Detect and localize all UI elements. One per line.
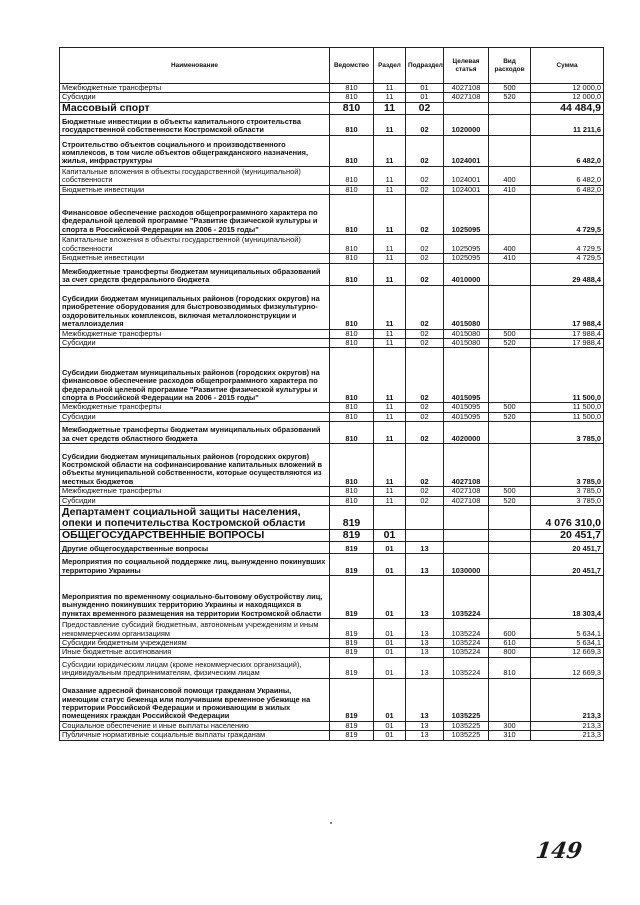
row-expense-kind [489,102,531,114]
table-row [60,412,604,421]
row-section: 01 [374,542,406,554]
row-department: 810 [330,254,374,263]
row-expense-kind [489,195,531,235]
row-subsection: 02 [406,422,444,444]
row-sum: 213,3 [531,678,604,721]
table-row [60,496,604,505]
row-subsection: 02 [406,339,444,348]
row-target-article: 1024001 [444,185,489,194]
row-name: Бюджетные инвестиции [60,254,330,263]
row-subsection: 02 [406,185,444,194]
row-expense-kind: 520 [489,93,531,102]
row-department: 810 [330,348,374,403]
row-name: Межбюджетные трансферты [60,329,330,338]
table-row [60,339,604,348]
row-department: 810 [330,444,374,487]
row-sum: 12 000,0 [531,84,604,93]
row-department: 810 [330,185,374,194]
row-sum: 11 500,0 [531,412,604,421]
row-target-article: 4015080 [444,285,489,329]
row-name: Капитальные вложения в объекты государственной (муниципальной) собственности [60,166,330,185]
row-target-article: 4015095 [444,412,489,421]
table-row [60,678,604,721]
row-name: Иные бюджетные ассигнования [60,648,330,657]
row-subsection: 02 [406,496,444,505]
row-department: 810 [330,263,374,285]
row-name: Субсидии [60,93,330,102]
row-sum: 5 634,1 [531,619,604,639]
row-subsection [406,506,444,530]
row-department: 810 [330,102,374,114]
row-expense-kind: 610 [489,639,531,648]
row-section: 11 [374,135,406,166]
table-row [60,506,604,530]
row-sum: 18 303,4 [531,576,604,619]
row-name: Субсидии бюджетам муниципальных районов (городских округов) на финансовое обеспечение расходов общепрограммного характера по федеральной целевой программе "Развитие физической культуры и спорта в Российской Федерации на 2006 - 2015 годы" [60,348,330,403]
table-row [60,648,604,657]
row-section: 11 [374,254,406,263]
row-sum: 12 000,0 [531,93,604,102]
row-department: 810 [330,84,374,93]
header-sum: Сумма [531,48,604,84]
row-section: 11 [374,84,406,93]
row-target-article: 1024001 [444,166,489,185]
table-row [60,403,604,412]
row-department: 819 [330,639,374,648]
row-subsection: 13 [406,576,444,619]
table-row [60,576,604,619]
row-subsection: 01 [406,84,444,93]
row-department: 810 [330,93,374,102]
row-target-article: 4027108 [444,496,489,505]
table-row [60,721,604,730]
row-expense-kind: 600 [489,619,531,639]
page-number: 149 [534,838,584,864]
header-name: Наименование [60,48,330,84]
row-expense-kind: 410 [489,185,531,194]
row-name: Бюджетные инвестиции [60,185,330,194]
row-section: 01 [374,678,406,721]
row-department: 810 [330,487,374,496]
row-subsection: 02 [406,348,444,403]
row-section: 01 [374,530,406,542]
row-target-article: 1025095 [444,235,489,254]
row-subsection: 13 [406,639,444,648]
row-target-article [444,542,489,554]
row-expense-kind [489,263,531,285]
row-name: Межбюджетные трансферты [60,403,330,412]
row-sum: 17 988,4 [531,339,604,348]
row-target-article: 1035224 [444,657,489,678]
table-row [60,93,604,102]
row-name: Мероприятия по социальной поддержке лиц, вынужденно покинувших территорию Украины [60,554,330,576]
row-section: 11 [374,166,406,185]
row-subsection: 13 [406,619,444,639]
row-subsection: 13 [406,542,444,554]
table-row [60,185,604,194]
row-department: 810 [330,135,374,166]
row-expense-kind: 800 [489,648,531,657]
row-department: 819 [330,619,374,639]
row-name: Бюджетные инвестиции в объекты капитального строительства государственной собственности Костромской области [60,114,330,135]
header-target-article: Целевая статья [444,48,489,84]
row-name: Межбюджетные трансферты бюджетам муниципальных образований за счет средств федерального бюджета [60,263,330,285]
row-sum: 4 729,5 [531,235,604,254]
row-name: Капитальные вложения в объекты государственной (муниципальной) собственности [60,235,330,254]
row-target-article: 1035224 [444,648,489,657]
row-subsection: 13 [406,554,444,576]
row-sum: 11 500,0 [531,403,604,412]
row-sum: 20 451,7 [531,530,604,542]
table-row [60,254,604,263]
row-sum: 4 729,5 [531,195,604,235]
row-sum: 6 482,0 [531,185,604,194]
table-row [60,102,604,114]
row-name: Субсидии бюджетным учреждениям [60,639,330,648]
row-name: Межбюджетные трансферты [60,84,330,93]
row-section: 11 [374,412,406,421]
row-subsection: 02 [406,102,444,114]
row-section: 01 [374,554,406,576]
table-row [60,235,604,254]
row-department: 819 [330,530,374,542]
row-section: 11 [374,195,406,235]
row-sum: 20 451,7 [531,542,604,554]
table-row [60,195,604,235]
table-row [60,639,604,648]
row-name: Департамент социальной защиты населения, опеки и попечительства Костромской области [60,506,330,530]
row-name: Публичные нормативные социальные выплаты гражданам [60,731,330,740]
row-target-article: 4015095 [444,348,489,403]
row-expense-kind [489,114,531,135]
row-sum: 17 988,4 [531,329,604,338]
row-expense-kind [489,135,531,166]
row-section: 01 [374,648,406,657]
row-subsection: 02 [406,254,444,263]
row-name: Социальное обеспечение и иные выплаты населению [60,721,330,730]
row-subsection: 02 [406,166,444,185]
row-name: Субсидии [60,412,330,421]
header-department: Ведомство [330,48,374,84]
row-department: 810 [330,114,374,135]
row-sum: 3 785,0 [531,496,604,505]
row-target-article: 4027108 [444,444,489,487]
row-target-article: 4015080 [444,329,489,338]
row-department: 810 [330,329,374,338]
row-expense-kind [489,348,531,403]
row-target-article [444,530,489,542]
row-expense-kind: 410 [489,254,531,263]
row-subsection: 02 [406,235,444,254]
row-expense-kind [489,422,531,444]
row-sum: 20 451,7 [531,554,604,576]
row-expense-kind: 500 [489,329,531,338]
row-department: 810 [330,195,374,235]
row-target-article: 1030000 [444,554,489,576]
row-subsection: 02 [406,412,444,421]
row-subsection [406,530,444,542]
row-subsection: 01 [406,93,444,102]
row-department: 810 [330,339,374,348]
table-row [60,619,604,639]
row-sum: 44 484,9 [531,102,604,114]
table-row [60,487,604,496]
row-sum: 11 500,0 [531,348,604,403]
row-name: Массовый спорт [60,102,330,114]
row-section: 11 [374,185,406,194]
table-row [60,135,604,166]
row-name: Другие общегосударственные вопросы [60,542,330,554]
row-section: 01 [374,576,406,619]
row-name: Межбюджетные трансферты бюджетам муниципальных образований за счет средств областного бюджета [60,422,330,444]
row-subsection: 02 [406,285,444,329]
row-section [374,506,406,530]
row-expense-kind [489,554,531,576]
table-row [60,731,604,740]
row-subsection: 02 [406,135,444,166]
row-subsection: 02 [406,403,444,412]
row-expense-kind: 500 [489,403,531,412]
table-row [60,444,604,487]
row-section: 11 [374,444,406,487]
row-expense-kind: 500 [489,84,531,93]
row-sum: 5 634,1 [531,639,604,648]
row-sum: 3 785,0 [531,444,604,487]
row-section: 01 [374,639,406,648]
row-section: 11 [374,339,406,348]
row-section: 11 [374,93,406,102]
row-section: 11 [374,329,406,338]
row-sum: 6 482,0 [531,135,604,166]
row-section: 11 [374,263,406,285]
row-department: 810 [330,496,374,505]
row-subsection: 02 [406,114,444,135]
row-sum: 4 076 310,0 [531,506,604,530]
row-department: 810 [330,403,374,412]
row-sum: 3 785,0 [531,422,604,444]
row-name: ОБЩЕГОСУДАРСТВЕННЫЕ ВОПРОСЫ [60,530,330,542]
row-name: Финансовое обеспечение расходов общепрограммного характера по федеральной целевой программе "Развитие физической культуры и спорта в Российской Федерации на 2006 - 2015 годы" [60,195,330,235]
row-section: 01 [374,657,406,678]
row-department: 810 [330,235,374,254]
table-header-row [60,48,604,84]
row-target-article: 4027108 [444,84,489,93]
header-subsection: Подраздел [406,48,444,84]
row-name: Строительство объектов социального и производственного комплексов, в том числе объектов общегражданского назначения, жилья, инфраструктуры [60,135,330,166]
row-expense-kind: 810 [489,657,531,678]
row-target-article: 1035225 [444,731,489,740]
row-subsection: 02 [406,195,444,235]
row-department: 810 [330,285,374,329]
row-subsection: 13 [406,721,444,730]
row-department: 819 [330,657,374,678]
row-target-article: 1035224 [444,619,489,639]
table-row [60,285,604,329]
row-subsection: 02 [406,444,444,487]
row-subsection: 02 [406,329,444,338]
row-department: 819 [330,542,374,554]
row-subsection: 02 [406,263,444,285]
row-section: 11 [374,422,406,444]
row-subsection: 13 [406,648,444,657]
row-target-article: 1035225 [444,678,489,721]
row-sum: 4 729,5 [531,254,604,263]
row-department: 819 [330,731,374,740]
budget-table-sheet [59,47,603,741]
row-name: Мероприятия по временному социально-бытовому обустройству лиц, вынужденно покинувших территорию Украины и находящихся в пунктах временного размещения на территории Костромской области [60,576,330,619]
row-subsection: 02 [406,487,444,496]
row-name: Межбюджетные трансферты [60,487,330,496]
row-department: 810 [330,166,374,185]
row-target-article: 1035224 [444,576,489,619]
row-expense-kind: 520 [489,339,531,348]
row-expense-kind: 400 [489,166,531,185]
table-row [60,422,604,444]
row-department: 819 [330,648,374,657]
row-sum: 17 988,4 [531,285,604,329]
row-sum: 12 669,3 [531,657,604,678]
row-expense-kind [489,285,531,329]
table-row [60,348,604,403]
row-department: 810 [330,422,374,444]
row-subsection: 13 [406,657,444,678]
row-target-article: 4027108 [444,93,489,102]
row-expense-kind: 300 [489,721,531,730]
row-expense-kind: 500 [489,487,531,496]
row-target-article [444,102,489,114]
row-target-article: 1025095 [444,195,489,235]
row-department: 819 [330,554,374,576]
row-name: Субсидии [60,339,330,348]
row-sum: 3 785,0 [531,487,604,496]
table-row [60,166,604,185]
row-expense-kind [489,576,531,619]
table-row [60,542,604,554]
row-sum: 6 482,0 [531,166,604,185]
row-target-article [444,506,489,530]
row-department: 819 [330,721,374,730]
row-section: 01 [374,619,406,639]
row-section: 11 [374,285,406,329]
row-name: Субсидии бюджетам муниципальных районов (городских округов) Костромской области на софинансирование капитальных вложений в объекты муниципальной собственности, которые осуществляются из местных бюджетов [60,444,330,487]
stray-mark [330,822,332,824]
row-section: 11 [374,235,406,254]
row-target-article: 1035224 [444,639,489,648]
table-row [60,329,604,338]
row-sum: 213,3 [531,731,604,740]
row-section: 11 [374,403,406,412]
table-row [60,554,604,576]
row-department: 819 [330,678,374,721]
row-name: Субсидии юридическим лицам (кроме некоммерческих организаций), индивидуальным предпринимателям, физическим лицам [60,657,330,678]
row-section: 01 [374,731,406,740]
row-sum: 29 488,4 [531,263,604,285]
row-sum: 12 669,3 [531,648,604,657]
row-name: Оказание адресной финансовой помощи гражданам Украины, имеющим статус беженца или получившим временное убежище на территории Российской Федерации и проживающим в жилых помещениях граждан Российской Федерации [60,678,330,721]
row-target-article: 1024001 [444,135,489,166]
table-row [60,114,604,135]
table-body [60,84,604,741]
row-sum: 11 211,6 [531,114,604,135]
row-expense-kind: 520 [489,412,531,421]
row-expense-kind [489,542,531,554]
row-name: Субсидии бюджетам муниципальных районов (городских округов) на приобретение оборудования для быстровозводимых физкультурно-оздоровительных комплексов, включая металлоконструкции и металлоизделия [60,285,330,329]
row-department: 819 [330,506,374,530]
row-expense-kind: 310 [489,731,531,740]
row-section: 11 [374,487,406,496]
row-expense-kind [489,444,531,487]
row-expense-kind [489,678,531,721]
row-section: 11 [374,102,406,114]
row-department: 810 [330,412,374,421]
row-target-article: 4020000 [444,422,489,444]
table-row [60,657,604,678]
row-section: 11 [374,348,406,403]
table-row [60,263,604,285]
table-row [60,84,604,93]
row-target-article: 4010000 [444,263,489,285]
row-subsection: 13 [406,731,444,740]
row-expense-kind [489,530,531,542]
row-target-article: 4015095 [444,403,489,412]
row-name: Субсидии [60,496,330,505]
row-target-article: 1035225 [444,721,489,730]
row-section: 11 [374,496,406,505]
row-section: 11 [374,114,406,135]
row-expense-kind [489,506,531,530]
row-subsection: 13 [406,678,444,721]
row-target-article: 1020000 [444,114,489,135]
row-expense-kind: 520 [489,496,531,505]
row-department: 819 [330,576,374,619]
row-target-article: 4015080 [444,339,489,348]
row-target-article: 1025095 [444,254,489,263]
row-expense-kind: 400 [489,235,531,254]
header-section: Раздел [374,48,406,84]
table-row [60,530,604,542]
budget-table [59,47,604,741]
row-name: Предоставление субсидий бюджетным, автономным учреждениям и иным некоммерческим организациям [60,619,330,639]
header-expense-kind: Вид расходов [489,48,531,84]
row-section: 01 [374,721,406,730]
row-target-article: 4027108 [444,487,489,496]
row-sum: 213,3 [531,721,604,730]
